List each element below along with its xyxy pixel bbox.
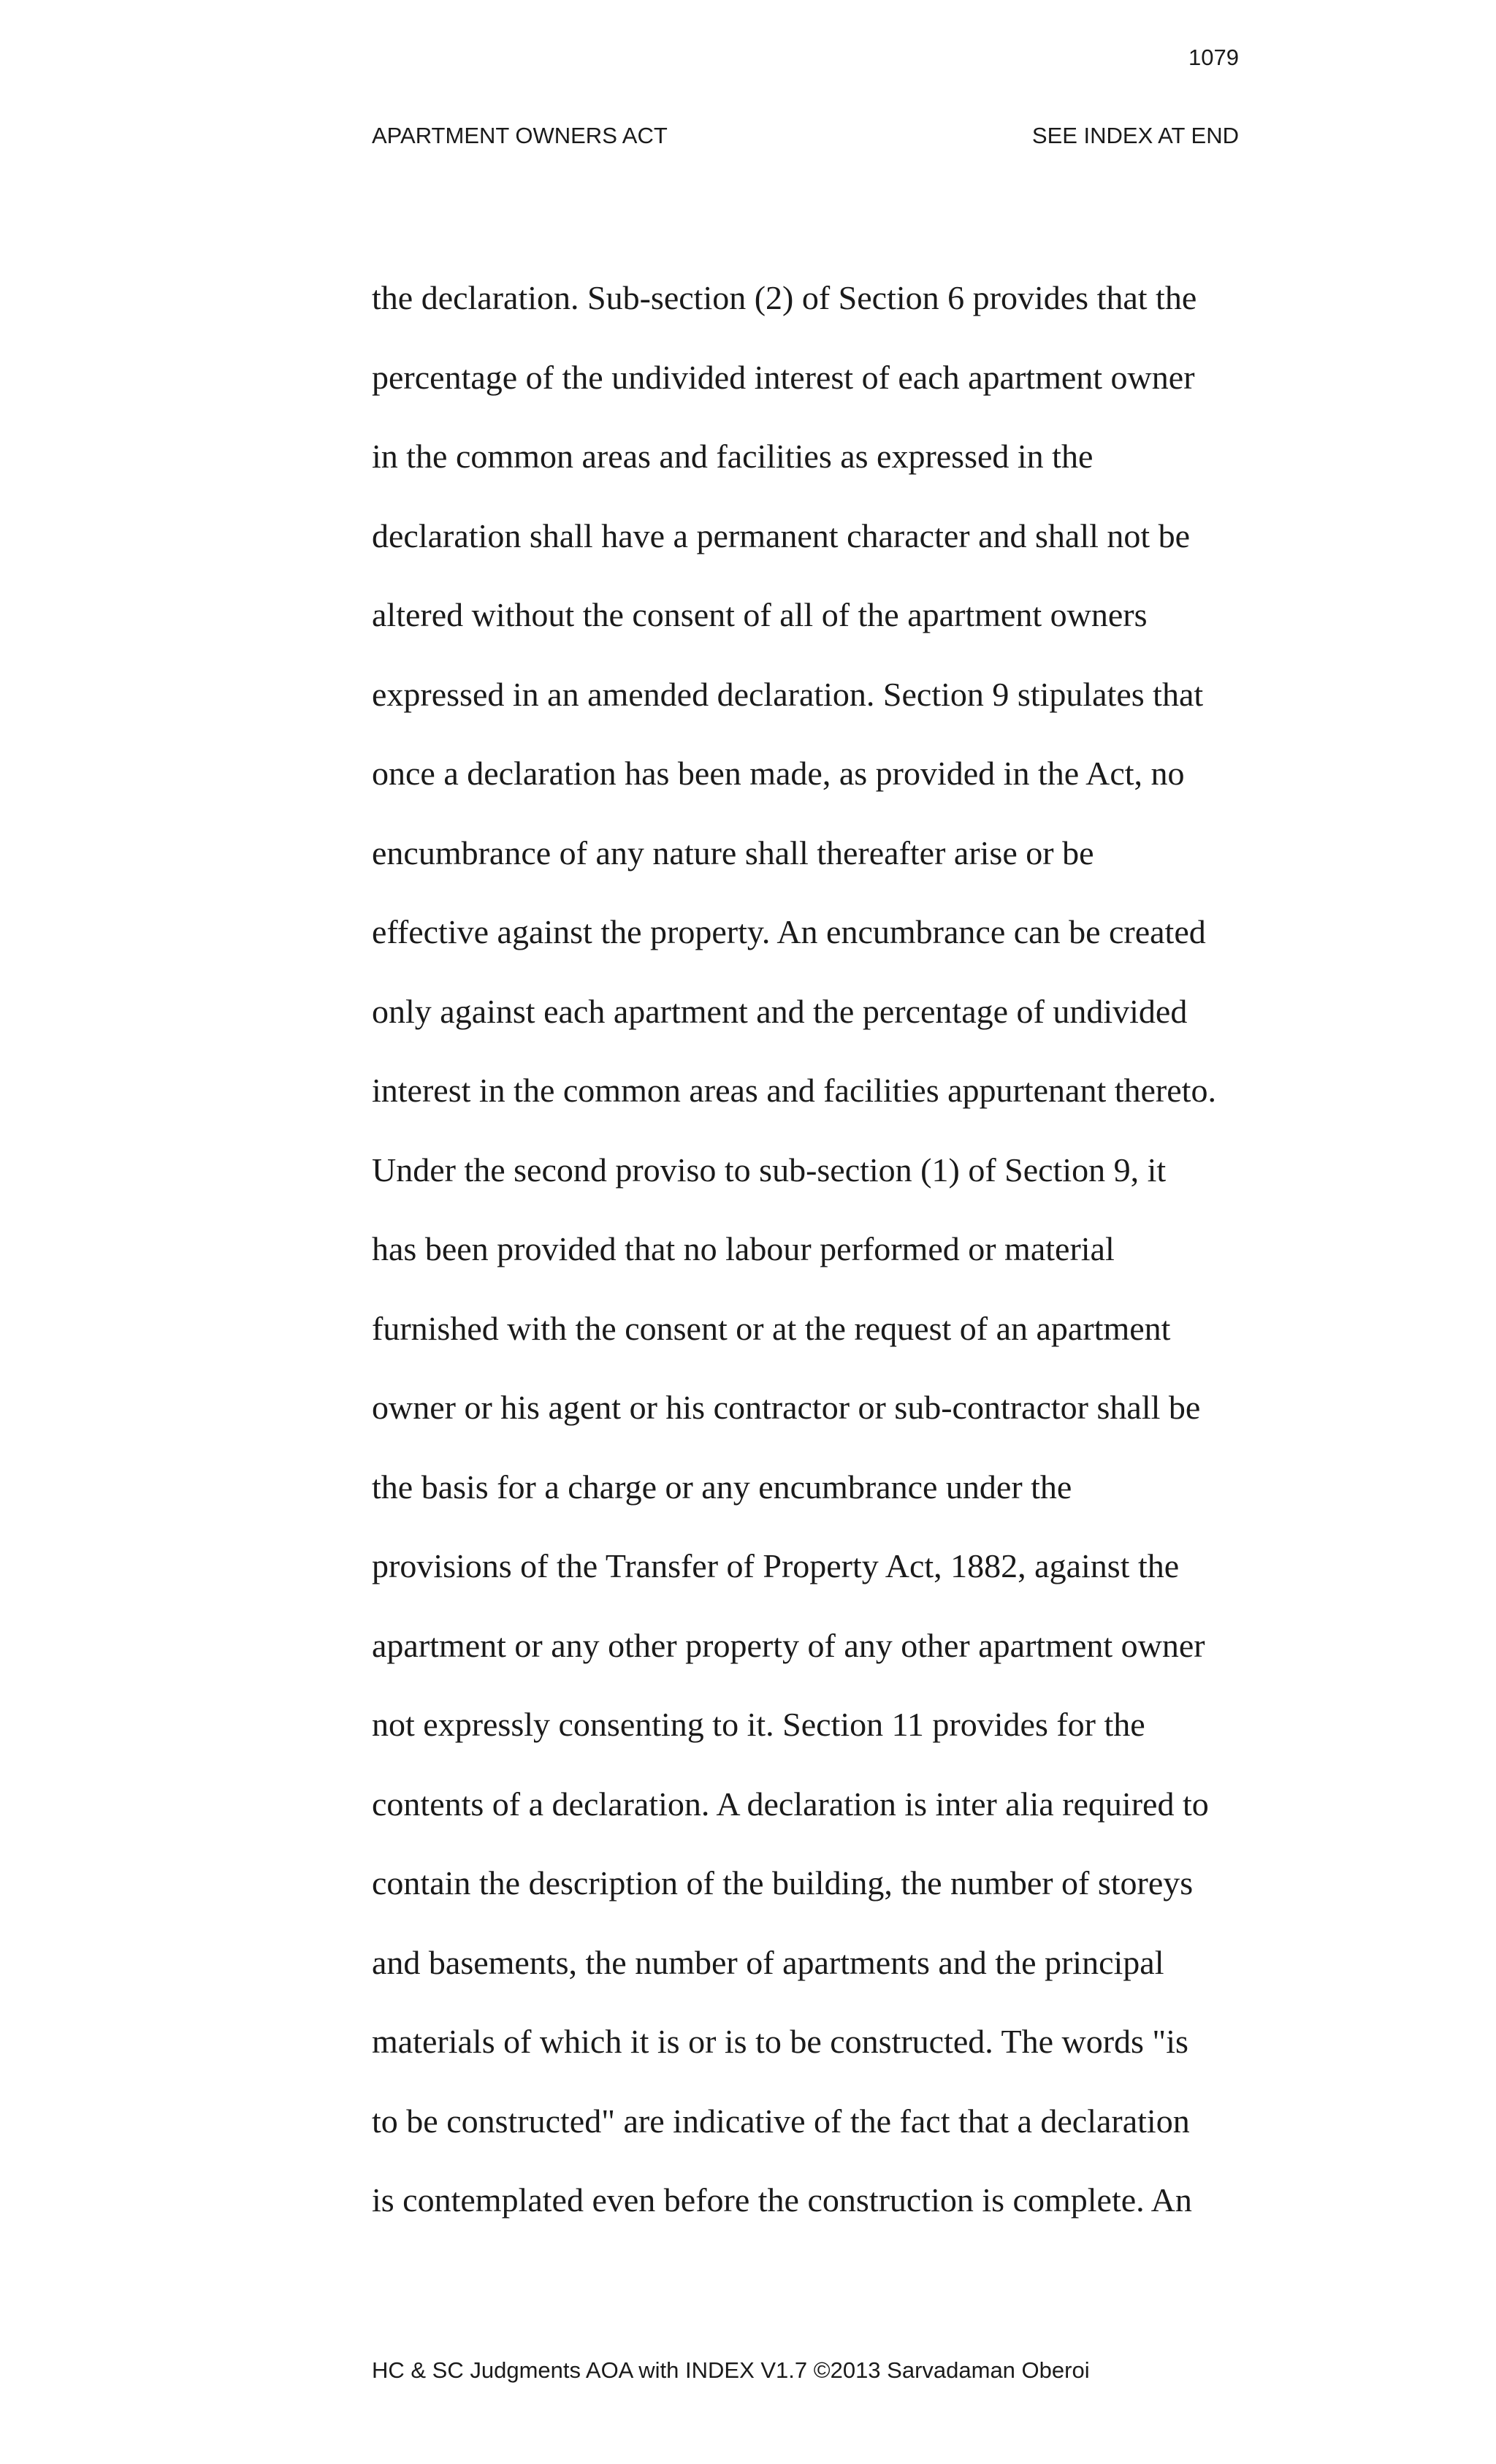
text-line: contents of a declaration. A declaration is inter alia required to [372,1785,1209,1823]
text-line: the basis for a charge or any encumbrance under the [372,1468,1072,1506]
text-line: materials of which it is or is to be constructed. The words "is [372,2023,1188,2060]
text-line: declaration shall have a permanent character and shall not be [372,516,1191,554]
text-line: in the common areas and facilities as expressed in the [372,438,1094,475]
text-line: furnished with the consent or at the request of an apartment [372,1309,1171,1347]
page-number: 1079 [1188,45,1239,70]
text-line: Under the second proviso to sub-section (1) of Section 9, it [372,1151,1167,1189]
text-line: contain the description of the building, the number of storeys [372,1864,1194,1902]
text-line: apartment or any other property of any other apartment owner [372,1626,1205,1664]
text-line: effective against the property. An encumbrance can be created [372,913,1206,950]
text-line: to be constructed" are indicative of the fact that a declaration [372,2102,1190,2140]
running-head-index-note: SEE INDEX AT END [1031,123,1239,148]
text-line: owner or his agent or his contractor or sub-contractor shall be [372,1389,1201,1426]
text-line: encumbrance of any nature shall thereafter arise or be [372,834,1094,871]
body-text [372,259,1239,2240]
text-line: percentage of the undivided interest of each apartment owner [372,358,1195,396]
text-line: once a declaration has been made, as provided in the Act, no [372,755,1185,792]
text-line: only against each apartment and the percentage of undivided [372,992,1188,1030]
text-line: and basements, the number of apartments and the principal [372,1943,1164,1981]
text-line: interest in the common areas and facilities appurtenant thereto. [372,1072,1216,1109]
text-line: the declaration. Sub-section (2) of Section 6 provides that the [372,279,1197,316]
text-line: not expressly consenting to it. Section 11 provides for the [372,1706,1145,1743]
text-line: provisions of the Transfer of Property Act, 1882, against the [372,1547,1180,1584]
running-head-title: APARTMENT OWNERS ACT [372,123,668,148]
page-footer: HC & SC Judgments AOA with INDEX V1.7 ©2013 Sarvadaman Oberoi [372,2357,1090,2383]
text-line: altered without the consent of all of the apartment owners [372,596,1148,633]
text-line: is contemplated even before the construction is complete. An [372,2181,1192,2219]
text-line: expressed in an amended declaration. Section 9 stipulates that [372,675,1204,713]
text-line: has been provided that no labour performed or material [372,1230,1115,1267]
